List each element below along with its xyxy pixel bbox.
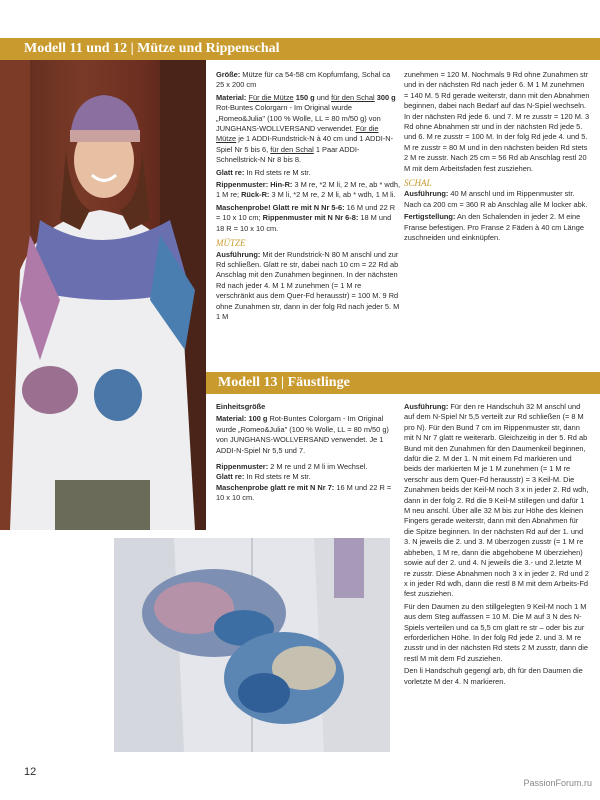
text-material-2: 150 g	[295, 92, 315, 102]
label-schal-ausfuehrung: Ausführung:	[404, 189, 449, 199]
section-header-model-11-12	[0, 38, 600, 60]
text-muetze-cont: zunehmen = 120 M. Nochmals 9 Rd ohne Zunahmen str und in der nächsten Rd nach jeder 6. M 1 M zunehmen = 140 M. 5 Rd gerade weiterstr, dann mit den Abnahmen beginnen, dabei nach Bedarf auf das N-Spiel wechseln. In der nächsten Rd jede 6. und 7. M re zusstr = 120 M. 3 Rd ohne Abnahmen str und in der nächsten Rd jede 5. und 6. M re zusstr = 100 M. In der folg Rd jede 4. und 5. M re zusstr = 80 M und in den nächsten beiden Rd stets 2 M re zusstr. Nach 25 cm = 56 Rd ab Anschlag restl 20 M mit dem Arbeitsfaden fest zusziehen.	[404, 70, 590, 173]
text-material-9: für den Schal	[270, 144, 314, 154]
label-glatt-13: Glatt re:	[216, 472, 245, 482]
text-probe2: 18 M und 18 R = 10 x 10 cm.	[216, 213, 392, 233]
label-material-13: Material:	[216, 414, 247, 424]
text-material-7: Für die Mütze	[216, 124, 379, 144]
photo-hat-scarf	[0, 60, 206, 530]
column-model-11-12-part2	[404, 70, 590, 246]
column-model-13-part2	[404, 402, 590, 689]
column-model-13-part1	[216, 402, 394, 506]
text-material-13-2: Rot-Buntes Colorgarn - Im Original wurde „Romeo&Julia" (100 % Wolle, LL = 80 m/50 g) von JUNGHANS-WOLLVERSAND verwendet. Je 1 ADDI-N-Spiel Nr 5,5 und 7.	[216, 414, 389, 455]
label-rippen-13: Rippenmuster:	[216, 462, 269, 472]
label-rippen: Rippenmuster: Hin-R:	[216, 180, 293, 190]
section-title: Modell 11 und 12 | Mütze und Rippenschal	[24, 41, 280, 56]
text-rippen-13: 2 M re und 2 M li im Wechsel.	[270, 462, 368, 472]
text-material-4: für den Schal	[331, 92, 375, 102]
text-material-5: 300 g	[376, 92, 396, 102]
page-number: 12	[24, 766, 37, 778]
text-material-1: Für die Mütze	[248, 92, 294, 102]
text-fertigstellung: An den Schalenden in jeder 2. M eine Franse befestigen. Pro Franse 2 Fäden à 40 cm Länge zuschneiden und einknüpfen.	[404, 212, 584, 243]
subheading-muetze: MÜTZE	[216, 238, 246, 249]
text-material-8: je 1 ADDI-Rundstrick-N à 40 cm und 1 ADDI-N-Spiel Nr 5 bis 6,	[216, 134, 394, 154]
photo-hat-scarf-illustration	[0, 60, 206, 530]
label-material: Material:	[216, 92, 247, 102]
label-probe-13: Maschenprobe glatt re mit N Nr 7:	[216, 482, 335, 492]
text-probe: 16 M und 22 R = 10 x 10 cm;	[216, 202, 396, 223]
text-rueck: 3 M li, *2 M re, 2 M li, ab * wdh, 1 M li.	[271, 190, 396, 200]
text-glatt-13: In Rd stets re M str.	[246, 472, 311, 482]
label-rueck: Rück-R:	[241, 190, 270, 200]
column-model-11-12-part1	[216, 70, 400, 324]
subheading-schal: SCHAL	[404, 178, 432, 189]
watermark: PassionForum.ru	[523, 778, 592, 788]
label-ausfuehrung: Ausführung:	[216, 249, 261, 259]
label-probe2: Rippenmuster mit N Nr 6-8:	[262, 213, 359, 223]
text-glatt: In Rd stets re M str.	[246, 167, 311, 177]
text-ausfuehrung-13: Für den re Handschuh 32 M anschl und auf dem N-Spiel Nr 5,5 verteilt zur Rd schließen (= 8 M pro N). Für den Bund 7 cm im Rippenmuster str, dann mit N Nr 7 glatt re weiterarb. Gleichzeitig in der 5. Rd ab Bund mit den Zunahmen für den Daumenkeil beginnen, dafür die 2. M der 1. N mit einem Fd markieren und beids der markierten M je 1 M zunehmen (= 1 M re verschr aus dem Quer-Fd herausstr) = 3 Keil-M. Die Zunahmen beids der Keil-M noch 3 x in jeder 2. Rd wdh, dann in der folg 2. Rd die 9 Keil-M stillegen und dafür 1 M neu anschl. Über alle 32 M bis zur Höhe des kleinen Fingers gerade weiterstr, dann mit den Abnahmen für die Spitze beginnen. In der nächsten Rd auf der 1. und 3. N jeweils die 2. und 3. M überzogen zusstr (= 1 M re abheben, 1 M re, dann die abgehobene M überziehen) sowie auf der 2. und 4. N jeweils die 3.- und 2.letzte M re zusstr. Diese Abnahmen noch 3 x in jeder 2. Rd und 2 x in jeder Rd wdh, dann die restl 8 M mit dem Arbeits-Fd fest zusziehen.	[404, 402, 589, 599]
label-glatt: Glatt re:	[216, 167, 245, 177]
text-probe-13: 16 M und 22 R = 10 x 10 cm.	[216, 482, 392, 503]
text-material-6: Rot-Buntes Colorgarn - Im Original wurde „Romeo&Julia" (100 % Wolle, LL = 80 m/50 g) von JUNGHANS-WOLLVERSAND verwendet.	[216, 103, 381, 134]
text-material-3: und	[316, 92, 330, 102]
text-material-10: 1 Paar ADDI-Schnellstrick-N Nr 8 bis 8.	[216, 144, 360, 165]
label-groesse: Größe:	[216, 70, 241, 79]
text-ausfuehrung: Mit der Rundstrick-N 80 M anschl und zur Rd schließen. Glatt re str, dabei nach 10 cm = 22 Rd ab Anschlag mit den Zunahmen beginnen. In der nächsten Rd nach jeder 4. M 1 M zunehmen (= 1 M re verschränkt aus dem Quer-Fd herausstr) = 100 M. 9 Rd ohne Zunahmen str, dann in der folg Rd nach jeder 5. M 1 M	[216, 249, 400, 321]
photo-mittens-illustration	[114, 538, 390, 752]
text-material-13-1: 100 g	[248, 414, 268, 424]
text-rippen: 3 M re, *2 M li, 2 M re, ab * wdh, 1 M re;	[216, 180, 400, 200]
text-einheitsgroesse: Einheitsgröße	[216, 402, 266, 411]
text-schal-ausfuehrung: 40 M anschl und im Rippenmuster str. Nach ca 200 cm = 360 R ab Anschlag alle M locker abk.	[404, 189, 588, 209]
text-groesse: Mütze für ca 54-58 cm Kopfumfang, Schal ca 25 x 200 cm	[216, 70, 391, 90]
text-daumen: Für den Daumen zu den stillgelegten 9 Keil-M noch 1 M aus dem Steg auffassen = 10 M. Die M auf 3 N des N-Spiels verteilen und ca 5,5 cm glatt re str – oder bis zur erforderlichen Höhe. In der folg Rd jede 2. und 3. M re zusstr und in der nächsten Rd stets 2 M zusstr, dann die restl M mit dem Fd zusziehen.	[404, 601, 589, 663]
text-linker-handschuh: Den li Handschuh gegengl arb, dh für den Daumen die vorletzte M der 4. N markieren.	[404, 666, 583, 686]
photo-mittens	[114, 538, 390, 752]
label-fertigstellung: Fertigstellung:	[404, 212, 456, 222]
section-header-model-13	[206, 372, 600, 394]
label-ausfuehrung-13: Ausführung:	[404, 402, 449, 411]
section-title: Modell 13 | Fäustlinge	[218, 375, 350, 390]
label-probe: Maschenprobe! Glatt re mit N Nr 5-6:	[216, 202, 345, 212]
